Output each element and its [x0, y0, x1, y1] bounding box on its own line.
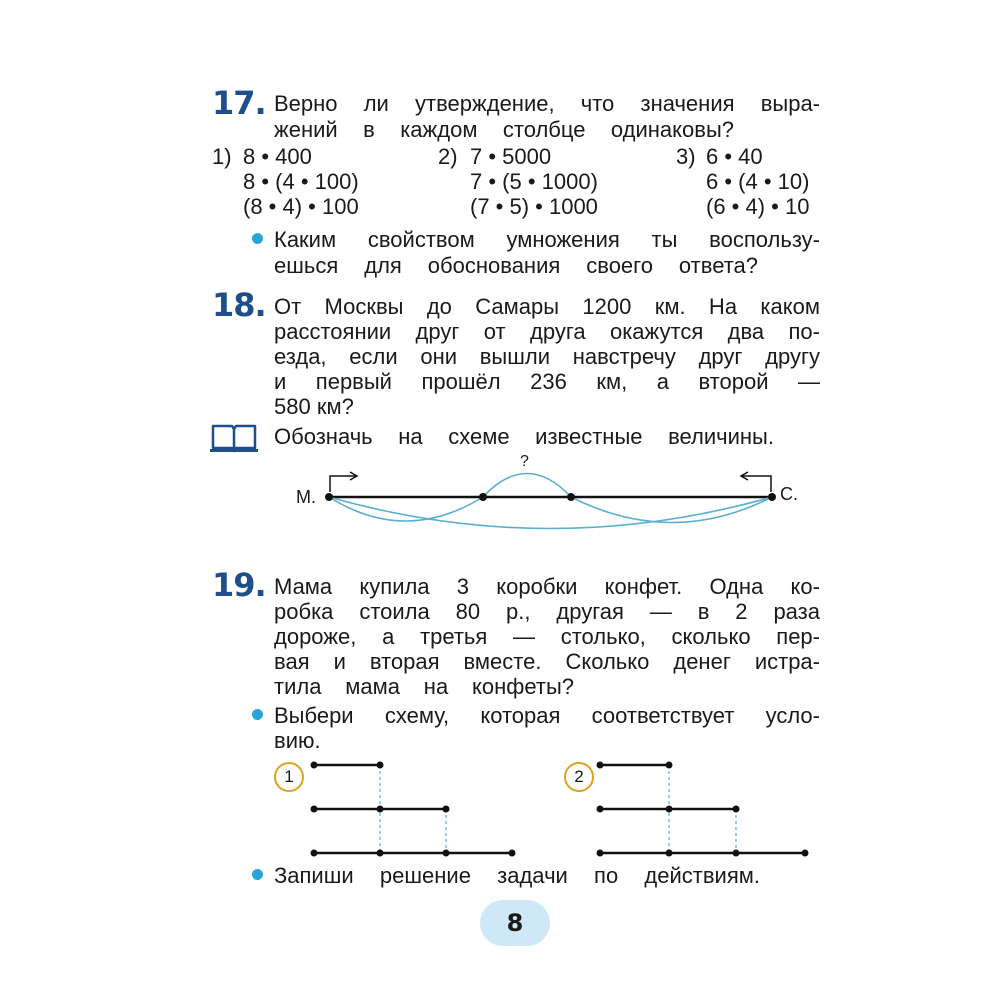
exercise-17-question-line-1: Каким свойством умножения ты воспользу- — [274, 227, 820, 252]
column-2-row-3: (7 • 5) • 1000 — [470, 194, 598, 219]
exercise-19-text-line-5: тила мама на конфеты? — [274, 674, 574, 699]
scheme-point-train1 — [479, 493, 487, 501]
scheme-label-samara: С. — [780, 484, 798, 504]
scheme-point-m — [325, 493, 333, 501]
exercise-18-text-line-1: От Москвы до Самары 1200 км. На каком — [274, 294, 820, 319]
column-3-row-1: 6 • 40 — [706, 144, 763, 169]
column-2-row-1: 7 • 5000 — [470, 144, 552, 169]
column-3-row-3: (6 • 4) • 10 — [706, 194, 810, 219]
exercise-19-text-line-2: робка стоила 80 р., другая — в 2 раза — [274, 599, 820, 624]
scheme-point-train2 — [567, 493, 575, 501]
exercise-18-number: 18. — [212, 286, 266, 324]
exercise-18-task: Обозначь на схеме известные величины. — [274, 424, 774, 449]
scheme-arc-second-train — [571, 497, 772, 523]
column-1-row-2: 8 • (4 • 100) — [243, 169, 359, 194]
column-1-row-1: 8 • 400 — [243, 144, 312, 169]
exercise-18-text-line-4: и первый прошёл 236 км, а второй — — [274, 369, 820, 394]
page-number: 8 — [480, 900, 550, 946]
exercise-17-number: 17. — [212, 84, 266, 122]
column-1-label: 1) — [212, 144, 232, 169]
exercise-18-text-line-5: 580 км? — [274, 394, 354, 419]
exercise-17-text-line-1: Верно ли утверждение, что значения выра- — [274, 91, 820, 116]
exercise-18-text-line-3: езда, если они вышли навстречу друг другу — [274, 344, 820, 369]
scheme-1-badge[interactable]: 1 — [274, 762, 304, 792]
column-1-row-3: (8 • 4) • 100 — [243, 194, 359, 219]
scheme-arc-total — [329, 497, 772, 529]
exercise-19-choose-line-2: вию. — [274, 728, 321, 753]
column-3-row-2: 6 • (4 • 10) — [706, 169, 810, 194]
scheme-point-s — [768, 493, 776, 501]
book-icon — [210, 421, 258, 453]
arrow-right-icon — [330, 476, 356, 492]
scheme-2-segments — [597, 762, 809, 857]
exercise-19-text-line-3: дороже, а третья — столько, сколько пер- — [274, 624, 820, 649]
exercise-19-text-line-4: вая и вторая вместе. Сколько денег истра- — [274, 649, 820, 674]
scheme-1-segments — [311, 762, 516, 857]
bullet-icon — [252, 709, 263, 720]
bullet-icon — [252, 233, 263, 244]
scheme-question-mark: ? — [520, 453, 529, 470]
bullet-icon — [252, 869, 263, 880]
arrow-left-icon — [742, 476, 771, 492]
exercise-19-choose-line-1: Выбери схему, которая соответствует усло- — [274, 703, 820, 728]
column-2-row-2: 7 • (5 • 1000) — [470, 169, 598, 194]
scheme-label-moscow: М. — [296, 487, 316, 507]
column-2-label: 2) — [438, 144, 458, 169]
scheme-2-badge[interactable]: 2 — [564, 762, 594, 792]
column-3-label: 3) — [676, 144, 696, 169]
scheme-arc-first-train — [329, 497, 483, 521]
exercise-19-text-line-1: Мама купила 3 коробки конфет. Одна ко- — [274, 574, 820, 599]
exercise-18-text-line-2: расстоянии друг от друга окажутся два по- — [274, 319, 820, 344]
scheme-arc-gap — [483, 474, 571, 498]
exercise-19-number: 19. — [212, 566, 266, 604]
exercise-19-write-task: Запиши решение задачи по действиям. — [274, 863, 760, 888]
exercise-17-text-line-2: жений в каждом столбце одинаковы? — [274, 117, 734, 142]
exercise-17-question-line-2: ешься для обоснования своего ответа? — [274, 253, 758, 278]
